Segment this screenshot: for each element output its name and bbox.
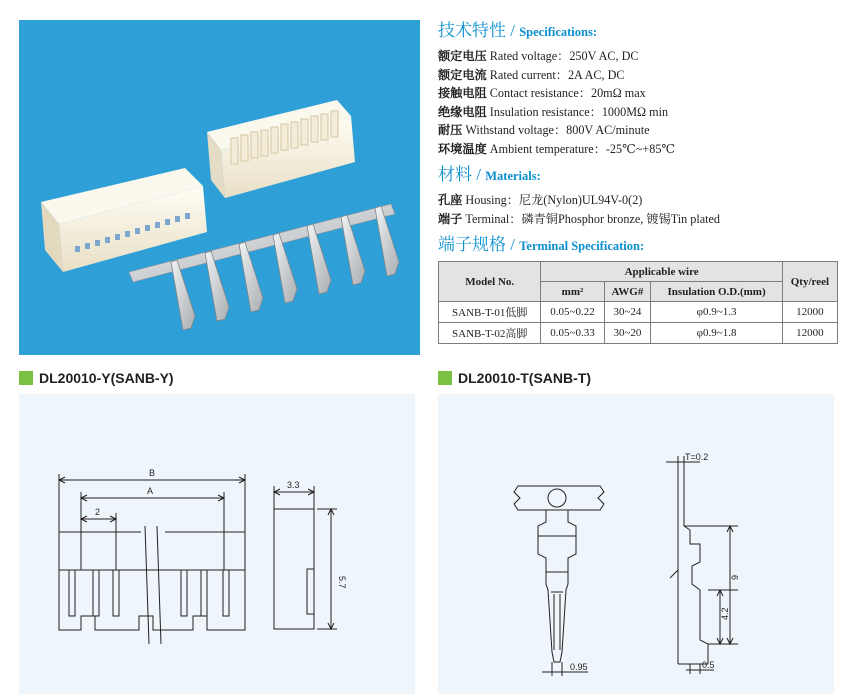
dim-thickness: T=0.2: [685, 452, 709, 462]
cell-model: SANB-T-02高脚: [439, 323, 541, 344]
cell-model: SANB-T-01低脚: [439, 302, 541, 323]
spec-line: 接触电阻 Contact resistance：20mΩ max: [438, 86, 646, 100]
header-qty: Qty/reel: [782, 262, 837, 302]
cell-mm2: 0.05~0.33: [541, 323, 604, 344]
spec-line: 额定电压 Rated voltage：250V AC, DC: [438, 49, 639, 63]
spec-line: 耐压 Withstand voltage：800V AC/minute: [438, 123, 650, 137]
dim-pin-thickness: 0.5: [702, 660, 715, 670]
specifications-title: 技术特性 / Specifications:: [438, 21, 598, 40]
product-photo: [19, 20, 420, 355]
cell-qty: 12000: [782, 323, 837, 344]
header-awg: AWG#: [604, 282, 651, 302]
terminal-spec-title: 端子规格 / Terminal Specification:: [438, 235, 645, 254]
materials-title: 材料 / Materials:: [438, 165, 541, 184]
header-od: Insulation O.D.(mm): [651, 282, 782, 302]
material-line: 端子 Terminal：磷青铜Phosphor bronze, 镀锡Tin plated: [438, 211, 721, 226]
material-line: 孔座 Housing：尼龙(Nylon)UL94V-0(2): [438, 193, 643, 207]
spec-line: 环境温度 Ambient temperature：-25℃~+85℃: [438, 141, 676, 156]
cell-awg: 30~20: [604, 323, 651, 344]
label-square-icon: [438, 371, 452, 385]
spec-line: 额定电流 Rated current：2A AC, DC: [438, 67, 625, 82]
dim-b: B: [149, 468, 156, 478]
cell-awg: 30~24: [604, 302, 651, 323]
header-model: Model No.: [439, 262, 541, 302]
cell-od: φ0.9~1.3: [651, 302, 782, 323]
dim-pitch: 2: [95, 507, 101, 517]
terminal-spec-table: [438, 261, 838, 344]
cell-mm2: 0.05~0.22: [541, 302, 604, 323]
table-row: [439, 323, 838, 344]
dim-lower-length: 4.2: [720, 607, 730, 620]
cell-qty: 12000: [782, 302, 837, 323]
dim-depth: 3.3: [287, 480, 300, 490]
label-square-icon: [19, 371, 33, 385]
terminal-drawing: [438, 394, 834, 694]
dim-height: 5.7: [337, 576, 347, 589]
dim-a: A: [147, 486, 154, 496]
header-applicable-wire: Applicable wire: [541, 262, 782, 282]
terminal-drawing-label: DL20010-T(SANB-T): [438, 370, 591, 386]
header-mm2: mm²: [541, 282, 604, 302]
dim-total-length: 9: [730, 574, 740, 580]
housing-drawing-label: DL20010-Y(SANB-Y): [19, 370, 174, 386]
cell-od: φ0.9~1.8: [651, 323, 782, 344]
spec-line: 绝缘电阻 Insulation resistance：1000MΩ min: [438, 104, 669, 119]
spec-block: [438, 20, 843, 344]
table-row: [439, 302, 838, 323]
housing-drawing: [19, 394, 415, 694]
dim-pin-width: 0.95: [570, 662, 588, 672]
